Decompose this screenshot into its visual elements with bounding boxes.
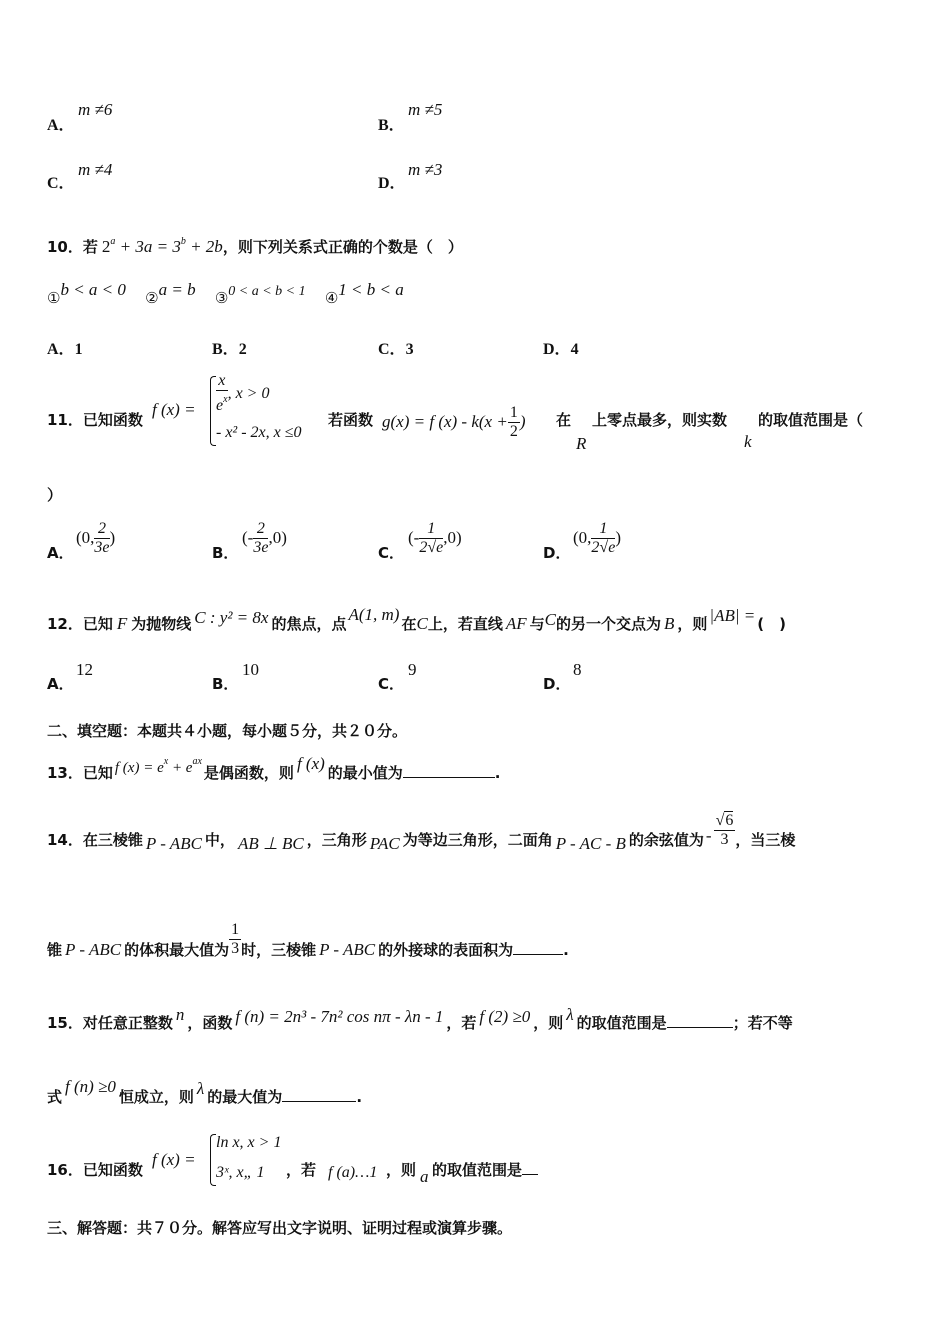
q15-fn2: f (n) ≥0 xyxy=(65,1077,116,1096)
q11-text4: 的取值范围是（ xyxy=(758,411,864,429)
q11-option-b xyxy=(242,520,287,557)
q14-text: ，当三棱 xyxy=(735,831,796,849)
gx-close: ) xyxy=(519,412,526,431)
opt-den: 2√e xyxy=(591,539,616,556)
q16-case2: 3ˣ, x„ 1 xyxy=(216,1164,265,1181)
q14-text: 中， xyxy=(204,831,235,849)
opt-pre: (0, xyxy=(573,528,592,547)
opt-num: 2 xyxy=(253,520,268,539)
vol-numerator: 1 xyxy=(231,921,240,938)
q12-paren: ( ) xyxy=(757,615,786,633)
q11-case2: - x² - 2x, x ≤0 xyxy=(216,424,302,441)
q14-text: 的外接球的表面积为 xyxy=(378,941,514,959)
q16-a: a xyxy=(420,1167,429,1186)
opt-num: 1 xyxy=(591,520,615,539)
q9-option-a xyxy=(47,115,75,136)
case1-numerator: x xyxy=(216,372,228,391)
q11-text2: 在 xyxy=(556,411,572,429)
q15-text: 的取值范围是 xyxy=(576,1014,667,1032)
q14-text: 时，三棱锥 xyxy=(241,941,317,959)
q9-option-d xyxy=(378,173,406,194)
q9-option-c-math: m ≠4 xyxy=(78,160,113,179)
opt-post: ) xyxy=(615,528,621,547)
item-mark: ④ xyxy=(324,289,339,307)
q11-text3: 上零点最多，则实数 xyxy=(592,411,728,429)
q11-option-c xyxy=(408,520,462,557)
q13-f: f (x) xyxy=(296,754,325,773)
cos-numerator: 6 xyxy=(725,812,734,829)
question-number: 14．在三棱锥 xyxy=(47,831,143,849)
option-value: 4 xyxy=(570,341,579,358)
item-mark: ② xyxy=(145,289,159,307)
q10-option-a xyxy=(47,339,83,360)
case1-denominator: e xyxy=(216,397,224,414)
q12-AB: |AB| = xyxy=(709,606,756,625)
q14-dihedral: P - AC - B xyxy=(555,834,626,853)
cos-denominator: 3 xyxy=(720,831,729,848)
q12-text: 为抛物线 xyxy=(131,615,192,633)
opt-num: 1 xyxy=(419,520,443,539)
q11-close-paren: ） xyxy=(47,486,63,504)
answer-blank[interactable] xyxy=(513,954,563,955)
item-mark: ③ xyxy=(214,289,229,307)
option-label: C． xyxy=(378,341,406,358)
case1-condition: , x > 0 xyxy=(227,385,270,402)
option-label: D． xyxy=(543,341,571,358)
q12-point-a: A(1, m) xyxy=(348,605,400,624)
opt-num: 2 xyxy=(94,520,109,539)
q10-option-c xyxy=(378,339,414,360)
q14-end: . xyxy=(563,941,569,959)
q10-item-2: a = b xyxy=(158,280,196,299)
q15-text: ；若不等 xyxy=(732,1014,793,1032)
q12-parabola: C : y² = 8x xyxy=(194,608,269,627)
q12-option-c: 9 xyxy=(408,660,417,679)
q13-fx: f (x) = e xyxy=(114,760,164,776)
q15-text: ，函数 xyxy=(187,1014,233,1032)
q13-text: 是偶函数，则 xyxy=(203,764,294,782)
q15-f2: f (2) ≥0 xyxy=(479,1007,531,1026)
q9-option-d-math: m ≠3 xyxy=(408,160,443,179)
q16-text: 的取值范围是 xyxy=(432,1161,523,1179)
q12-option-a: 12 xyxy=(76,660,93,679)
q12-option-a-label: A． xyxy=(47,675,74,693)
q15-lambda: λ xyxy=(566,1005,574,1024)
opt-post: ,0) xyxy=(443,528,462,547)
q12-text: 与 xyxy=(529,615,545,633)
q10-cond-mid: + 3a = 3 xyxy=(119,237,181,256)
q11-number: 11．已知函数 xyxy=(47,411,143,429)
opt-pre: (- xyxy=(408,528,420,547)
q12-text: 在 xyxy=(401,615,417,633)
vol-denominator: 3 xyxy=(231,940,240,957)
q10-cond-tail: + 2b xyxy=(190,237,223,256)
q15-line1 xyxy=(47,1005,793,1033)
item-mark: ① xyxy=(47,289,61,307)
q11-gx xyxy=(382,404,526,441)
q12-option-b: 10 xyxy=(242,660,259,679)
half-denominator: 2 xyxy=(509,423,518,440)
q14-neg: - xyxy=(705,826,712,845)
q11-R: R xyxy=(576,434,587,453)
option-label: A． xyxy=(47,341,75,358)
q11-option-b-label: B． xyxy=(212,544,239,562)
q14-perp: AB ⊥ BC xyxy=(237,834,304,853)
answer-blank[interactable] xyxy=(522,1174,538,1175)
q14-text: ，三角形 xyxy=(306,831,367,849)
q16-fa: f (a)…1 xyxy=(328,1164,378,1181)
q14-PAC: PAC xyxy=(369,834,400,853)
q16-text3 xyxy=(432,1160,538,1180)
opt-den: 2√e xyxy=(419,539,444,556)
q13-stem: 13．已知 f $(x) = e^x + e^{ax}$是偶函数，则 f (x) 的最小值为 . xyxy=(47,754,501,782)
question-number: 12．已知 xyxy=(47,615,113,633)
q15-n: n xyxy=(175,1005,185,1024)
opt-pre: (0, xyxy=(76,528,95,547)
opt-den: 3e xyxy=(94,539,110,556)
q11-option-a-label: A． xyxy=(47,544,74,562)
option-value: 1 xyxy=(74,341,83,358)
q14-pyramid: P - ABC xyxy=(145,834,202,853)
answer-blank[interactable] xyxy=(282,1101,356,1102)
q10-item-3: 0 < a < b < 1 xyxy=(228,284,306,299)
q12-text: 上，若直线 xyxy=(427,615,503,633)
q9-option-b xyxy=(378,115,405,136)
answer-blank[interactable] xyxy=(667,1027,733,1028)
q14-text: 的体积最大值为 xyxy=(124,941,230,959)
option-value: 2 xyxy=(238,341,247,358)
q11-case1: $\frac{x}{e^x}$ , x > 0 xyxy=(216,372,270,414)
q16-text2: ，则 xyxy=(386,1161,417,1179)
q14-pyramid: P - ABC xyxy=(319,940,376,959)
q14-text: 锥 xyxy=(47,941,63,959)
q15-text: ，若 xyxy=(446,1014,477,1032)
q12-stem xyxy=(47,605,786,634)
opt-post: ) xyxy=(109,528,116,547)
q10-option-b xyxy=(212,339,247,360)
q14-line2 xyxy=(47,921,569,960)
q11-option-d-label: D． xyxy=(543,544,571,562)
q12-text: 的另一个交点为 xyxy=(555,615,661,633)
q12-option-d: 8 xyxy=(573,660,582,679)
q11-text1: 若函数 xyxy=(328,411,374,429)
section-3-heading: 三、解答题：共７０分。解答应写出文字说明、证明过程或演算步骤。 xyxy=(47,1219,513,1237)
q10-items xyxy=(47,280,404,310)
q10-cond-base: 2 xyxy=(101,237,111,256)
q10-stem: 10．若 $2^a + 3a = 3^b + 2b$，则下列关系式正确的个数是（ ） xyxy=(47,236,463,256)
q13-text: 的最小值为 xyxy=(327,764,403,782)
q10-option-d xyxy=(543,339,579,360)
q14-text: 为等边三角形，二面角 xyxy=(402,831,553,849)
question-number: 13．已知 xyxy=(47,764,113,782)
q12-F: F xyxy=(116,614,128,633)
q14-pyramid: P - ABC xyxy=(65,940,122,959)
opt-pre: (- xyxy=(242,528,254,547)
q15-text: 式 xyxy=(47,1088,63,1106)
half-numerator: 1 xyxy=(509,404,518,421)
opt-post: ,0) xyxy=(268,528,287,547)
q15-text: 的最大值为 xyxy=(207,1088,283,1106)
q15-lambda: λ xyxy=(196,1079,205,1098)
q11-option-c-label: C． xyxy=(378,544,405,562)
q12-C: C xyxy=(544,610,556,629)
q16-number: 16．已知函数 xyxy=(47,1161,143,1179)
q12-AF: AF xyxy=(505,614,527,633)
q12-text: 的焦点，点 xyxy=(271,615,347,633)
q10-stem-text: ，则下列关系式正确的个数是（ ） xyxy=(222,238,463,256)
q9-option-a-math: m ≠6 xyxy=(78,100,113,119)
q14-text: 的余弦值为 xyxy=(628,831,704,849)
q15-text: 恒成立，则 xyxy=(118,1088,194,1106)
q11-option-d xyxy=(573,520,621,557)
question-number: 10．若 xyxy=(47,238,98,256)
q13-fx2: + e xyxy=(171,760,193,776)
option-label: A． xyxy=(47,117,75,134)
option-value: 3 xyxy=(405,341,414,358)
q15-line2 xyxy=(47,1077,363,1107)
q9-option-c xyxy=(47,173,75,194)
q15-fn: f (n) = 2n³ - 7n² cos nπ - λn - 1 xyxy=(235,1007,444,1026)
q9-option-b-math: m ≠5 xyxy=(408,100,443,119)
option-label: B． xyxy=(212,341,239,358)
q16-fx: f (x) = xyxy=(152,1150,196,1169)
option-label: C． xyxy=(47,175,75,192)
q12-option-b-label: B． xyxy=(212,675,239,693)
option-label: B． xyxy=(378,117,405,134)
q12-text: ，则 xyxy=(677,615,708,633)
q15-text: ，则 xyxy=(533,1014,564,1032)
answer-blank[interactable] xyxy=(403,777,495,778)
gx-expression: g(x) = f (x) - k(x + xyxy=(382,412,508,431)
q12-option-c-label: C． xyxy=(378,675,405,693)
q15-end: . xyxy=(356,1088,363,1106)
q12-C: C xyxy=(416,614,428,633)
q11-fx: f (x) = xyxy=(152,400,196,419)
question-number: 15．对任意正整数 xyxy=(47,1014,173,1032)
opt-den: 3e xyxy=(253,539,269,556)
q11-option-a xyxy=(76,520,115,557)
q10-item-1: b < a < 0 xyxy=(60,280,126,299)
option-label: D． xyxy=(378,175,406,192)
q11-k: k xyxy=(744,432,752,451)
q10-item-4: 1 < b < a xyxy=(338,280,404,299)
q14-line1: 14．在三棱锥 P - ABC 中， AB ⊥ BC ，三角形 PAC 为等边三角形，二面角 P - AC - B 的余弦值为 - $\frac{√6}{3}$ ，当三棱 xyxy=(47,812,796,853)
q12-option-d-label: D． xyxy=(543,675,571,693)
q13-end: . xyxy=(494,764,501,782)
section-2-heading: 二、填空题：本题共４小题，每小题５分，共２０分。 xyxy=(47,722,408,740)
q16-case1: ln x, x > 1 xyxy=(216,1134,282,1151)
q16-text1: ，若 xyxy=(286,1161,317,1179)
q12-B: B xyxy=(663,614,675,633)
